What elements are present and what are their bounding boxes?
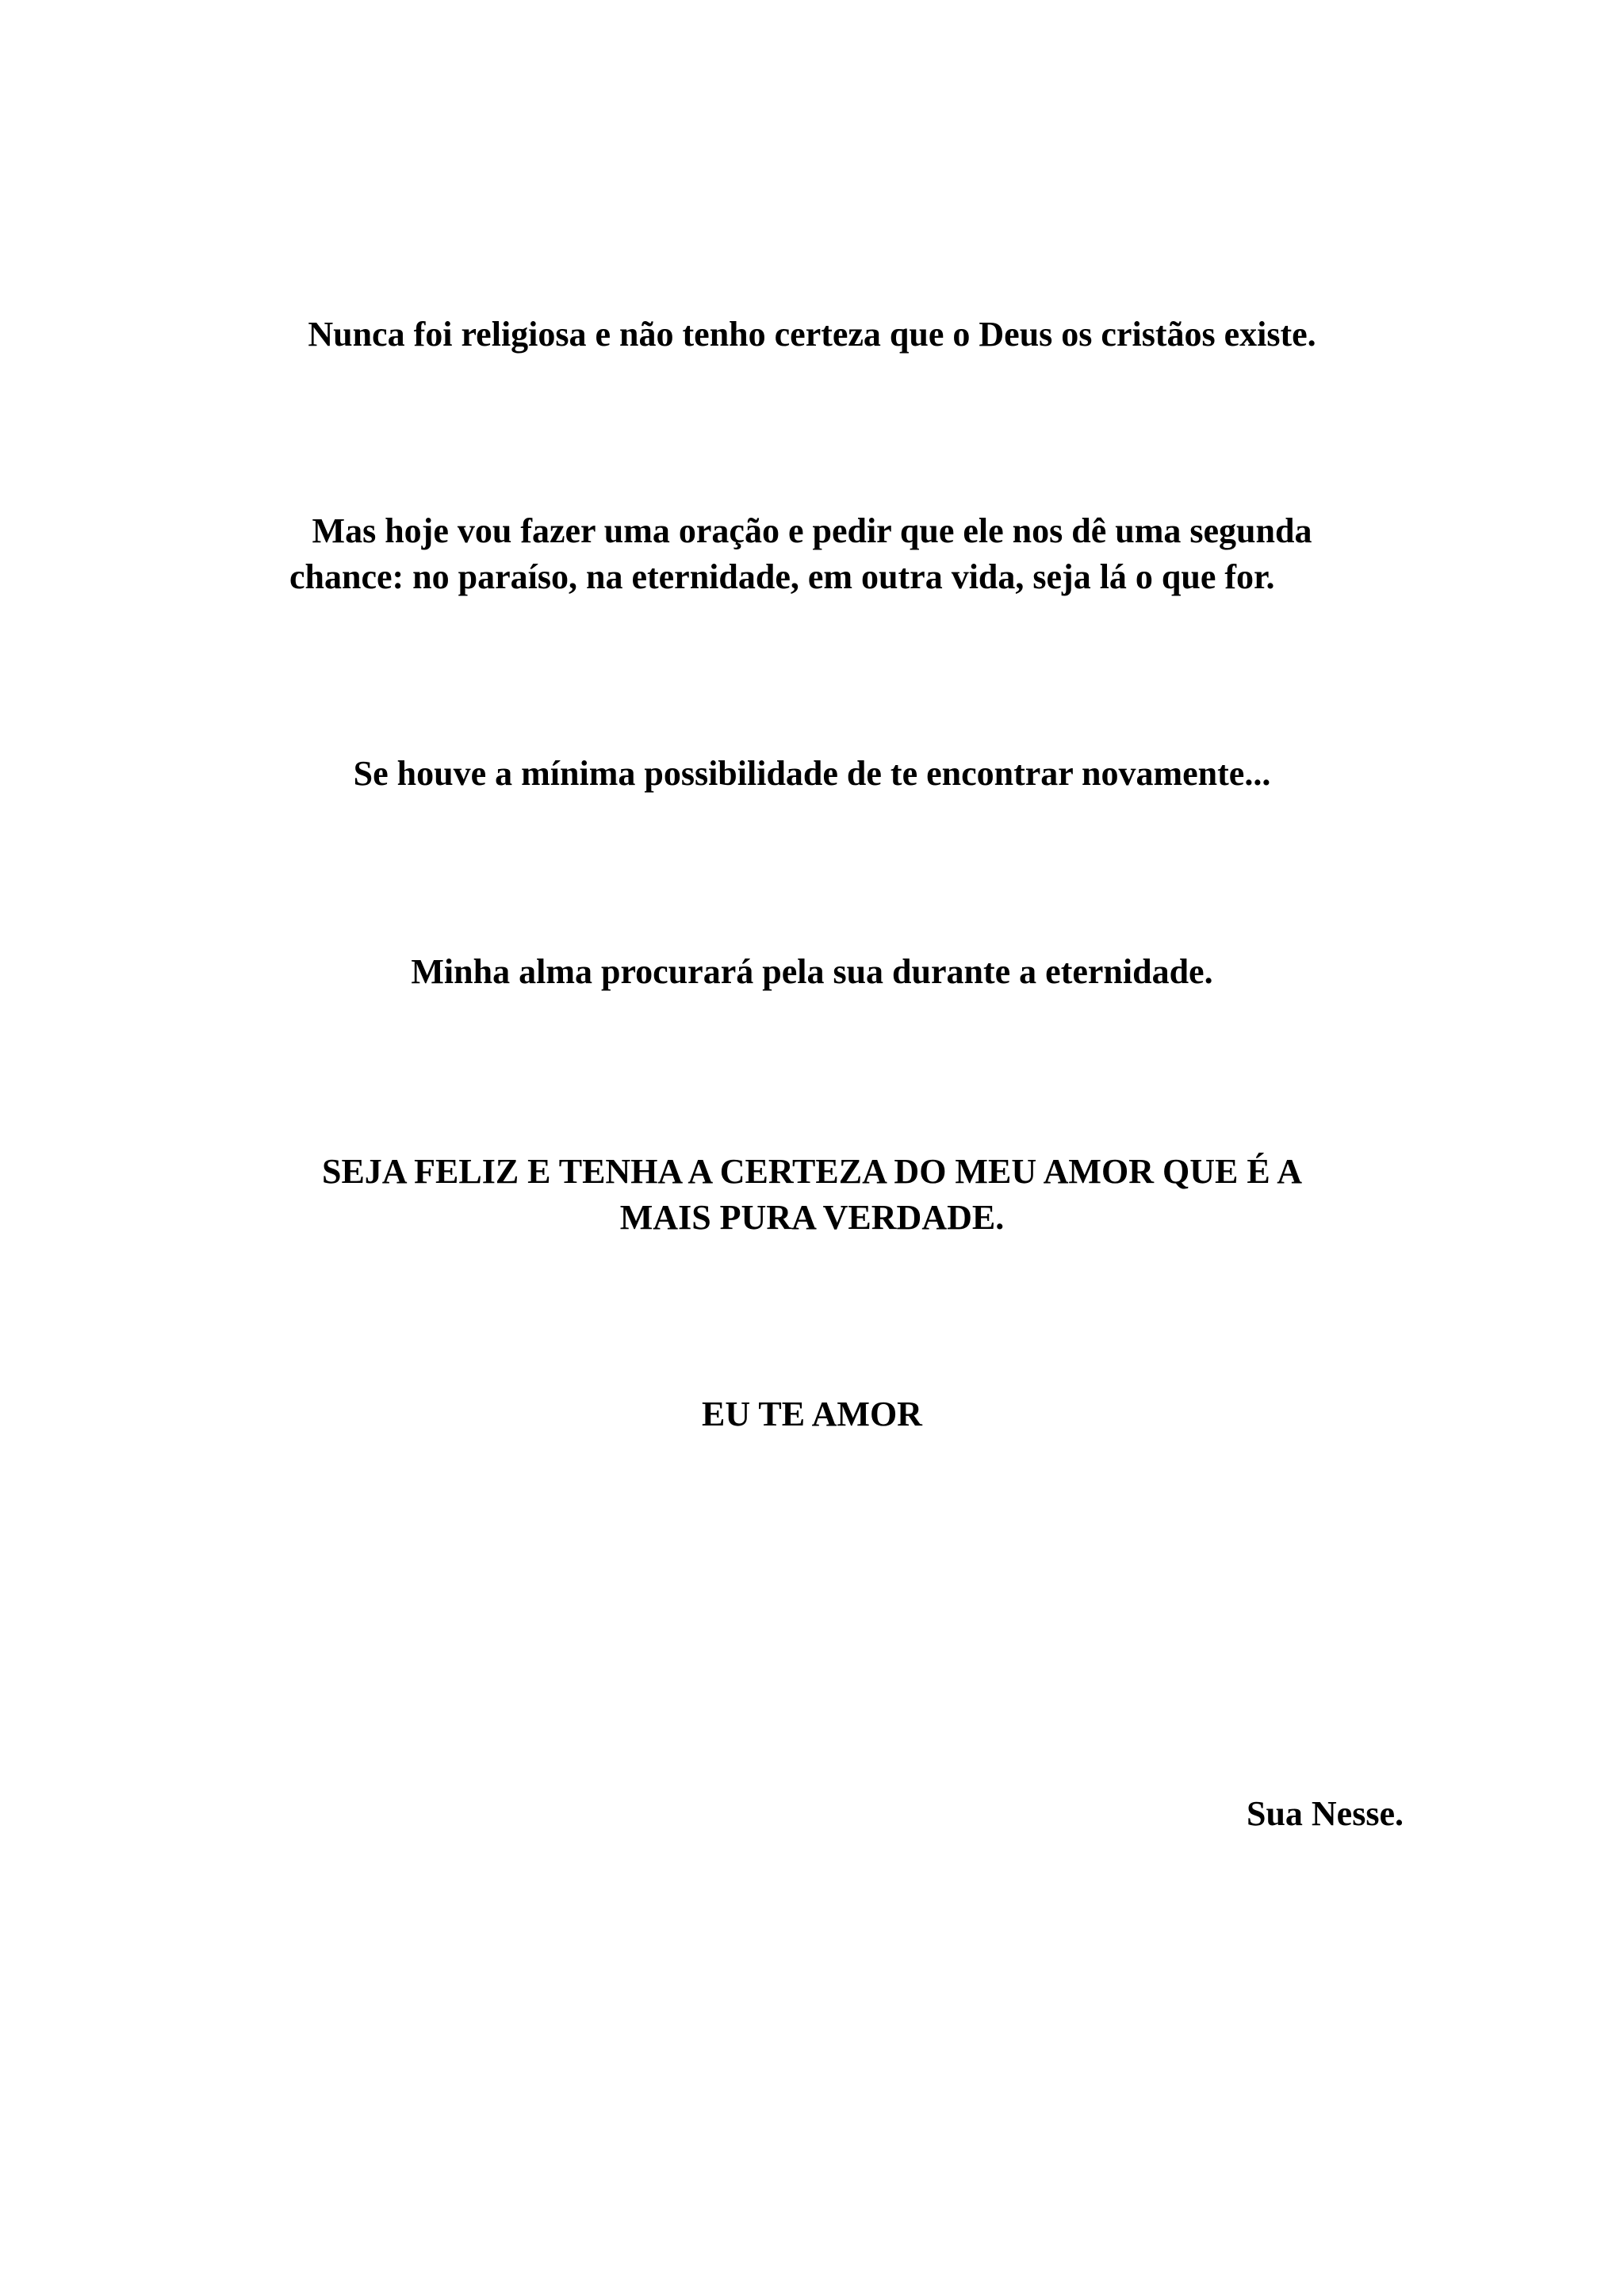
paragraph-5-line-1: SEJA FELIZ E TENHA A CERTEZA DO MEU AMOR QUE É A (321, 1152, 1303, 1191)
closing-line: EU TE AMOR (702, 1395, 922, 1433)
paragraph-5-line-2: MAIS PURA VERDADE. (619, 1198, 1005, 1237)
signature: Sua Nesse. (1246, 1794, 1404, 1833)
paragraph-2-line-1: Mas hoje vou fazer uma oração e pedir que ele nos dê uma segunda (312, 511, 1312, 550)
paragraph-1: Nunca foi religiosa e não tenho certeza que o Deus os cristãos existe. (308, 315, 1316, 354)
paragraph-3: Se houve a mínima possibilidade de te encontrar novamente... (353, 754, 1271, 793)
paragraph-2-line-2: chance: no paraíso, na eternidade, em outra vida, seja lá o que for. (289, 557, 1275, 596)
paragraph-4: Minha alma procurará pela sua durante a eternidade. (411, 952, 1213, 991)
